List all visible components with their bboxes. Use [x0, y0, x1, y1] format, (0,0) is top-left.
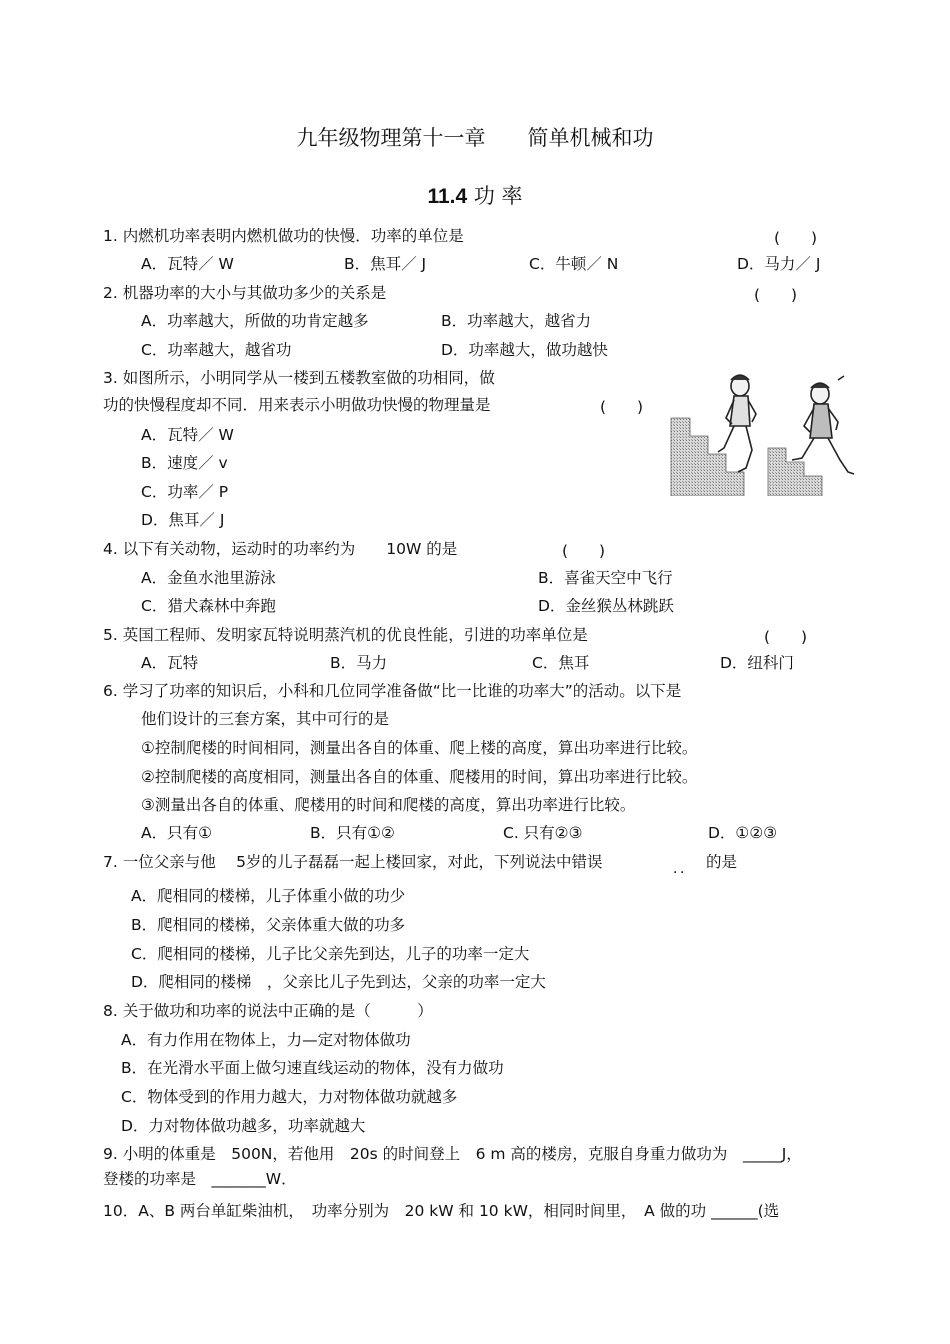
question-6-option-d: D．①②③ [708, 824, 778, 842]
question-6-scheme-1: ①控制爬楼的时间相同，测量出各自的体重、爬上楼的高度，算出功率进行比较。 [141, 739, 698, 757]
stair-climbing-illustration [668, 368, 873, 496]
question-1-stem: 1. 内燃机功率表明内燃机做功的快慢．功率的单位是 [103, 227, 464, 245]
question-2-option-a: A．功率越大，所做的功肯定越多 [141, 312, 369, 330]
question-5-option-a: A．瓦特 [141, 654, 199, 672]
question-2-answer-blank: ( ) [754, 286, 798, 304]
question-8-option-d: D．力对物体做功越多，功率就越大 [121, 1117, 366, 1135]
section-number: 11.4 [427, 185, 468, 208]
question-7-option-c: C．爬相同的楼梯，儿子比父亲先到达，儿子的功率一定大 [131, 945, 530, 963]
question-9-line-1: 9. 小明的体重是 500N，若他用 20s 的时间登上 6 m 高的楼房，克服自身重力做功为 _____J， [103, 1145, 802, 1163]
question-7-stem: 7. 一位父亲与他 5岁的儿子磊磊一起上楼回家，对此，下列说法中错误 [103, 853, 603, 871]
question-4-option-a: A．金鱼水池里游泳 [141, 569, 276, 587]
question-1-option-c: C．牛顿／ N [529, 255, 619, 273]
question-7-option-a: A．爬相同的楼梯，儿子体重小做的功少 [131, 887, 406, 905]
question-6-scheme-2: ②控制爬楼的高度相同，测量出各自的体重、爬楼用的时间，算出功率进行比较。 [141, 768, 698, 786]
page-title: 九年级物理第十一章 简单机械和功 [296, 126, 654, 150]
question-6-option-c: C. 只有②③ [503, 824, 583, 842]
question-5-option-c: C．焦耳 [532, 654, 590, 672]
question-3-option-d: D．焦耳／ J [141, 511, 225, 529]
question-6-stem-line-1: 6. 学习了功率的知识后，小科和几位同学准备做“比一比谁的功率大”的活动。以下是 [103, 682, 682, 700]
question-9-line-2: 登楼的功率是 _______W． [103, 1170, 297, 1188]
question-5-answer-blank: ( ) [764, 628, 808, 646]
question-1-answer-blank: ( ) [774, 229, 818, 247]
question-4-stem: 4. 以下有关动物，运动时的功率约为 10W 的是 [103, 540, 458, 558]
question-10-line-1: 10．A、B 两台单缸柴油机， 功率分别为 20 kW 和 10 kW，相同时间里， A 做的功 ______(选 [103, 1202, 780, 1220]
question-1-option-a: A．瓦特／ W [141, 255, 234, 273]
question-7-option-d: D．爬相同的楼梯 ，父亲比儿子先到达，父亲的功率一定大 [131, 973, 546, 991]
question-6-option-b: B．只有①② [310, 824, 395, 842]
question-8-stem: 8. 关于做功和功率的说法中正确的是（ ） [103, 1002, 433, 1020]
question-3-option-c: C．功率／ P [141, 483, 229, 501]
question-8-option-a: A．有力作用在物体上，力—定对物体做功 [121, 1031, 411, 1049]
section-title [0, 180, 950, 210]
question-4-answer-blank: ( ) [562, 542, 606, 560]
question-3-stem-line-2: 功的快慢程度却不同．用来表示小明做功快慢的物理量是 [103, 396, 491, 414]
question-5-option-d: D．纽科门 [720, 654, 794, 672]
question-3-answer-blank: ( ) [600, 398, 644, 416]
question-2-option-b: B．功率越大，越省力 [441, 312, 592, 330]
emphasis-dots: ．． [673, 861, 694, 877]
question-6-scheme-3: ③测量出各自的体重、爬楼用的时间和爬楼的高度，算出功率进行比较。 [141, 796, 636, 814]
question-3-stem-line-1: 3. 如图所示，小明同学从一楼到五楼教室做的功相同，做 [103, 369, 495, 387]
question-1-option-b: B．焦耳／ J [344, 255, 427, 273]
question-5-option-b: B．马力 [330, 654, 388, 672]
question-7-stem-tail: 的是 [706, 853, 738, 871]
question-7-option-b: B．爬相同的楼梯，父亲体重大做的功多 [131, 916, 406, 934]
question-2-option-c: C．功率越大，越省功 [141, 341, 292, 359]
question-3-option-b: B．速度／ v [141, 454, 228, 472]
question-8-option-c: C．物体受到的作用力越大，力对物体做功就越多 [121, 1088, 458, 1106]
question-6-stem-line-2: 他们设计的三套方案，其中可行的是 [141, 710, 390, 728]
question-5-stem: 5. 英国工程师、发明家瓦特说明蒸汽机的优良性能，引进的功率单位是 [103, 626, 588, 644]
question-3-option-a: A．瓦特／ W [141, 426, 234, 444]
question-4-option-c: C．猎犬森林中奔跑 [141, 597, 276, 615]
question-1-option-d: D．马力／ J [737, 255, 821, 273]
section-name: 功 率 [473, 184, 523, 208]
question-4-option-b: B．喜雀天空中飞行 [538, 569, 673, 587]
question-2-stem: 2. 机器功率的大小与其做功多少的关系是 [103, 284, 387, 302]
question-8-option-b: B．在光滑水平面上做匀速直线运动的物体，没有力做功 [121, 1059, 504, 1077]
question-2-option-d: D．功率越大，做功越快 [441, 341, 608, 359]
question-4-option-d: D．金丝猴丛林跳跃 [538, 597, 674, 615]
question-6-option-a: A．只有① [141, 824, 212, 842]
